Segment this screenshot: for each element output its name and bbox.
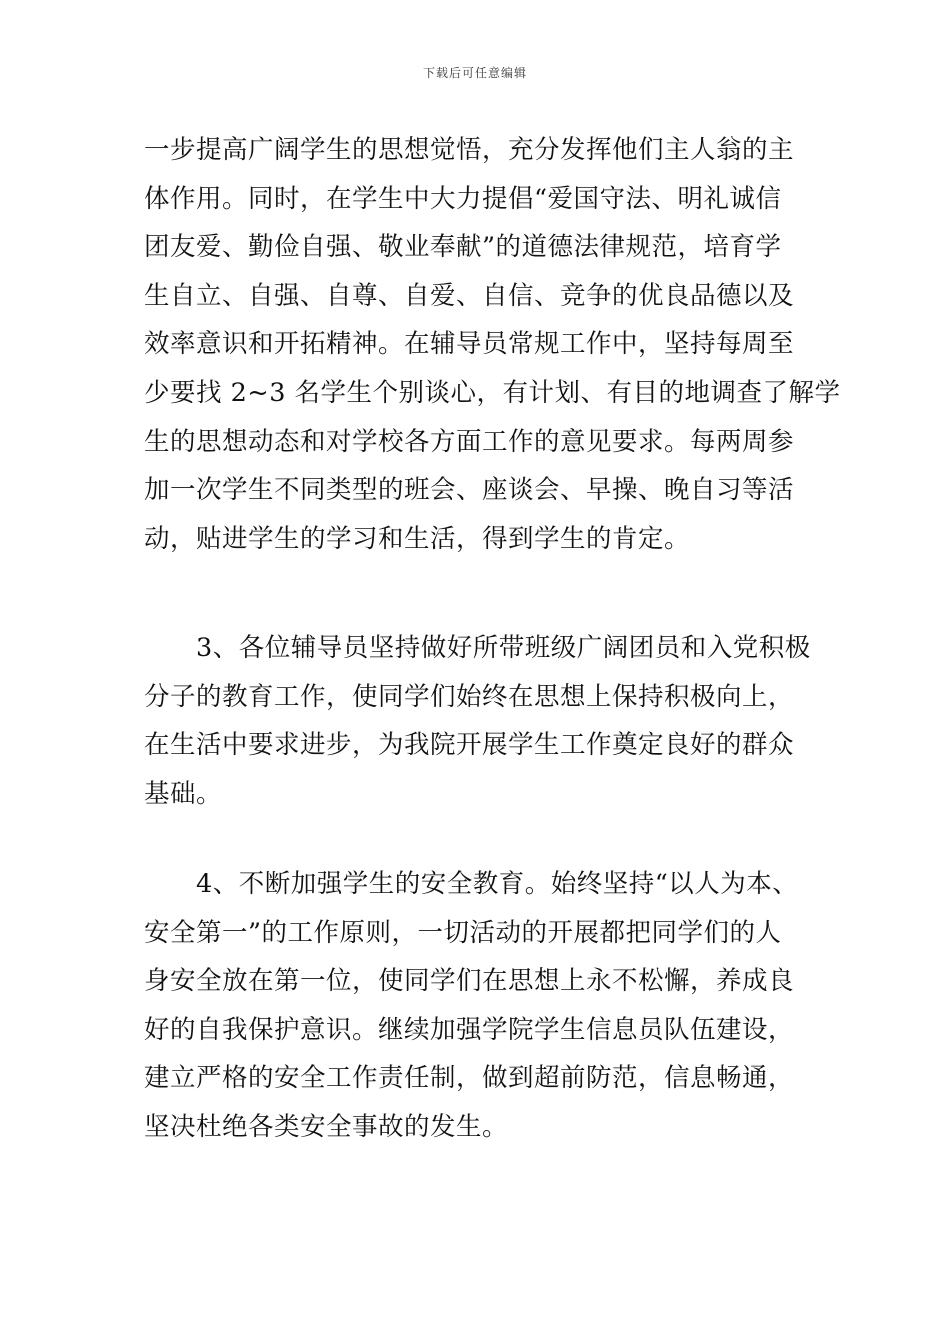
paragraph-line: 生自立、自强、自尊、自爱、自信、竞争的优良品德以及 [144,280,795,311]
paragraph-line: 一步提高广阔学生的思想觉悟，充分发挥他们主人翁的主 [144,135,795,165]
paragraph-line: 建立严格的安全工作责任制，做到超前防范，信息畅通， [144,1063,795,1094]
paragraph-line: 在生活中要求进步，为我院开展学生工作奠定良好的群众 [144,730,795,761]
paragraph-line: 团友爱、勤俭自强、敬业奉献”的道德法律规范，培育学 [144,232,782,263]
paragraph-line: 身安全放在第一位，使同学们在思想上永不松懈，养成良 [144,966,795,997]
paragraph-line: 好的自我保护意识。继续加强学院学生信息员队伍建设， [144,1014,795,1045]
paragraph-line: 安全第一”的工作原则，一切活动的开展都把同学们的人 [144,917,782,948]
paragraph-line: 4、不断加强学生的安全教育。始终坚持“以人为本、 [196,869,799,899]
paragraph-3 [144,860,809,1152]
paragraph-line: 加一次学生不同类型的班会、座谈会、早操、晚自习等活 [144,475,795,506]
header-note: 下载后可任意编辑 [422,66,527,80]
paragraph-1 [144,126,841,563]
paragraph-line: 基础。 [144,778,223,809]
paragraph-line: 效率意识和开拓精神。在辅导员常规工作中，坚持每周至 [144,329,795,360]
paragraph-line: 生的思想动态和对学校各方面工作的意见要求。每两周参 [144,426,795,457]
paragraph-line: 体作用。同时，在学生中大力提倡“爱国守法、明礼诚信 [144,183,782,214]
paragraph-line: 动，贴进学生的学习和生活，得到学生的肯定。 [144,523,691,554]
paragraph-line: 坚决杜绝各类安全事故的发生。 [144,1111,509,1142]
paragraph-line: 3、各位辅导员坚持做好所带班级广阔团员和入党积极 [196,633,811,663]
paragraph-line: 分子的教育工作，使同学们始终在思想上保持积极向上， [144,681,795,712]
paragraph-2 [144,624,809,818]
paragraph-line: 少要找 2~3 名学生个别谈心，有计划、有目的地调查了解学 [144,377,841,408]
